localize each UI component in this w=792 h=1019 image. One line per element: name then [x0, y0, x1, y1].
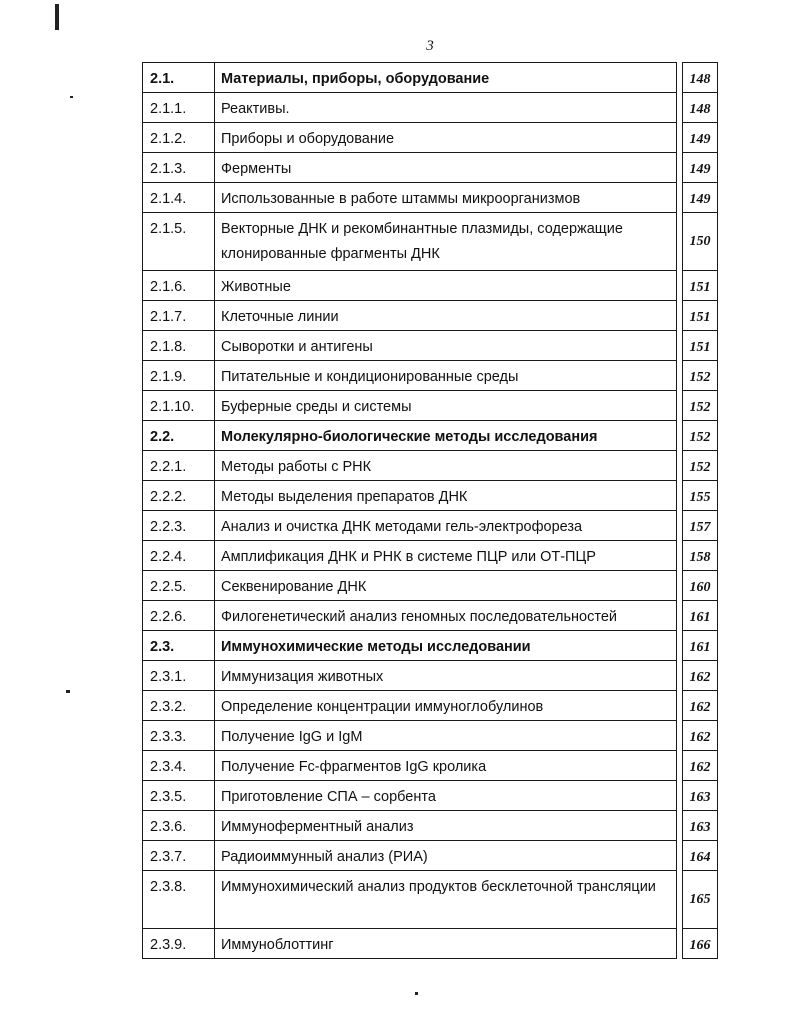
section-number: 2.3.8. — [143, 871, 215, 929]
page-ref: 150 — [683, 213, 718, 271]
page-ref: 152 — [683, 391, 718, 421]
page-ref: 155 — [683, 481, 718, 511]
section-title: Анализ и очистка ДНК методами гель-электрофореза — [215, 511, 677, 541]
page-ref: 148 — [683, 63, 718, 93]
section-title: Иммуноблоттинг — [215, 929, 677, 959]
page-ref: 166 — [683, 929, 718, 959]
table-of-contents — [142, 62, 718, 959]
scan-artifact-mark — [55, 4, 59, 30]
toc-row — [143, 841, 718, 871]
section-number: 2.2.1. — [143, 451, 215, 481]
section-title: Филогенетический анализ геномных последовательностей — [215, 601, 677, 631]
section-number: 2.2.5. — [143, 571, 215, 601]
toc-row — [143, 691, 718, 721]
section-number: 2.3.1. — [143, 661, 215, 691]
toc-row — [143, 631, 718, 661]
toc-row — [143, 929, 718, 959]
page-ref: 161 — [683, 601, 718, 631]
section-title: Векторные ДНК и рекомбинантные плазмиды, содержащие клонированные фрагменты ДНК — [215, 213, 677, 271]
toc-row — [143, 781, 718, 811]
section-title: Животные — [215, 271, 677, 301]
toc-row — [143, 271, 718, 301]
section-number: 2.2. — [143, 421, 215, 451]
section-number: 2.1.10. — [143, 391, 215, 421]
section-title: Сыворотки и антигены — [215, 331, 677, 361]
toc-row — [143, 451, 718, 481]
section-number: 2.3.6. — [143, 811, 215, 841]
section-title: Ферменты — [215, 153, 677, 183]
page-ref: 151 — [683, 331, 718, 361]
section-number: 2.3.5. — [143, 781, 215, 811]
section-title: Материалы, приборы, оборудование — [215, 63, 677, 93]
section-title: Питательные и кондиционированные среды — [215, 361, 677, 391]
toc-row — [143, 721, 718, 751]
toc-row — [143, 63, 718, 93]
section-number: 2.2.4. — [143, 541, 215, 571]
section-title: Получение Fc-фрагментов IgG кролика — [215, 751, 677, 781]
page-ref: 151 — [683, 271, 718, 301]
section-number: 2.1.7. — [143, 301, 215, 331]
page-ref: 164 — [683, 841, 718, 871]
section-number: 2.3. — [143, 631, 215, 661]
section-title: Методы выделения препаратов ДНК — [215, 481, 677, 511]
page-ref: 152 — [683, 451, 718, 481]
page-ref: 162 — [683, 751, 718, 781]
toc-row — [143, 541, 718, 571]
page-ref: 148 — [683, 93, 718, 123]
toc-row — [143, 391, 718, 421]
toc-row — [143, 511, 718, 541]
section-number: 2.3.7. — [143, 841, 215, 871]
section-number: 2.3.2. — [143, 691, 215, 721]
toc-row — [143, 571, 718, 601]
section-title: Приборы и оборудование — [215, 123, 677, 153]
toc-row — [143, 301, 718, 331]
page-ref: 151 — [683, 301, 718, 331]
section-number: 2.2.3. — [143, 511, 215, 541]
page-ref: 163 — [683, 811, 718, 841]
toc-row — [143, 213, 718, 271]
section-number: 2.1.1. — [143, 93, 215, 123]
section-title: Реактивы. — [215, 93, 677, 123]
page-ref: 157 — [683, 511, 718, 541]
toc-row — [143, 331, 718, 361]
section-title: Молекулярно-биологические методы исследования — [215, 421, 677, 451]
section-title: Получение IgG и IgM — [215, 721, 677, 751]
section-number: 2.2.2. — [143, 481, 215, 511]
scan-artifact-dot — [70, 96, 73, 98]
section-title: Иммуноферментный анализ — [215, 811, 677, 841]
section-title: Радиоиммунный анализ (РИА) — [215, 841, 677, 871]
toc-row — [143, 361, 718, 391]
toc-row — [143, 751, 718, 781]
page-ref: 163 — [683, 781, 718, 811]
page-ref: 162 — [683, 691, 718, 721]
toc-row — [143, 153, 718, 183]
section-number: 2.1.9. — [143, 361, 215, 391]
page-ref: 152 — [683, 421, 718, 451]
section-title: Методы работы с РНК — [215, 451, 677, 481]
page-ref: 149 — [683, 183, 718, 213]
section-title: Амплификация ДНК и РНК в системе ПЦР или ОТ-ПЦР — [215, 541, 677, 571]
section-title: Иммунохимический анализ продуктов бесклеточной трансляции — [215, 871, 677, 929]
section-title: Приготовление СПА – сорбента — [215, 781, 677, 811]
section-number: 2.3.3. — [143, 721, 215, 751]
page-ref: 152 — [683, 361, 718, 391]
section-title: Иммунохимические методы исследовании — [215, 631, 677, 661]
toc-row — [143, 811, 718, 841]
section-number: 2.1.6. — [143, 271, 215, 301]
section-number: 2.3.9. — [143, 929, 215, 959]
scan-artifact-dot — [415, 992, 418, 995]
page-ref: 149 — [683, 123, 718, 153]
page-number: 3 — [426, 38, 434, 54]
section-number: 2.1.3. — [143, 153, 215, 183]
page-ref: 158 — [683, 541, 718, 571]
section-title: Клеточные линии — [215, 301, 677, 331]
page-ref: 162 — [683, 661, 718, 691]
section-title: Иммунизация животных — [215, 661, 677, 691]
page-ref: 165 — [683, 871, 718, 929]
toc-row — [143, 661, 718, 691]
section-title: Использованные в работе штаммы микроорганизмов — [215, 183, 677, 213]
section-number: 2.1.2. — [143, 123, 215, 153]
toc-row — [143, 123, 718, 153]
toc-row — [143, 601, 718, 631]
toc-row — [143, 421, 718, 451]
section-title: Буферные среды и системы — [215, 391, 677, 421]
scan-artifact-dot — [66, 690, 70, 693]
section-number: 2.1.5. — [143, 213, 215, 271]
toc-row — [143, 93, 718, 123]
section-number: 2.3.4. — [143, 751, 215, 781]
section-number: 2.2.6. — [143, 601, 215, 631]
page-ref: 160 — [683, 571, 718, 601]
section-number: 2.1. — [143, 63, 215, 93]
page-ref: 161 — [683, 631, 718, 661]
page-ref: 149 — [683, 153, 718, 183]
page-ref: 162 — [683, 721, 718, 751]
section-number: 2.1.8. — [143, 331, 215, 361]
section-title: Секвенирование ДНК — [215, 571, 677, 601]
section-title: Определение концентрации иммуноглобулинов — [215, 691, 677, 721]
toc-row — [143, 871, 718, 929]
toc-row — [143, 183, 718, 213]
section-number: 2.1.4. — [143, 183, 215, 213]
toc-row — [143, 481, 718, 511]
